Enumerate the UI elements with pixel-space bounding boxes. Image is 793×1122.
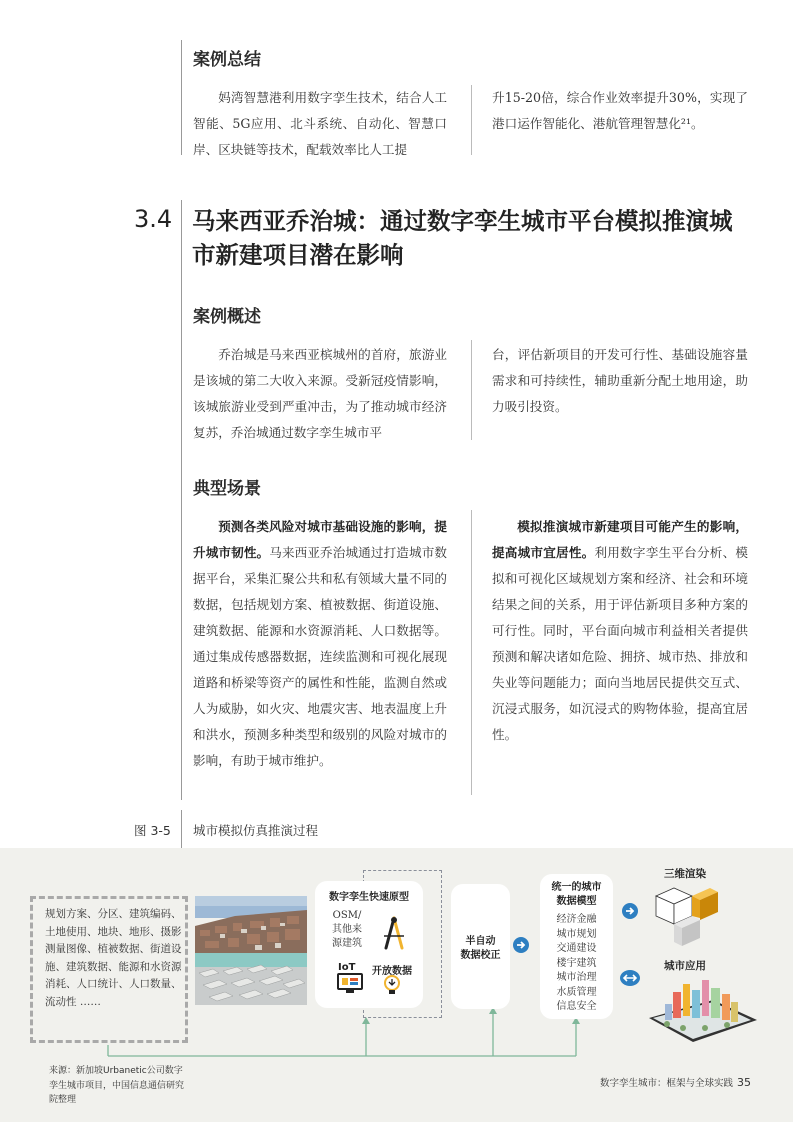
- scenarios-left-text: 马来西亚乔治城通过打造城市数据平台，采集汇聚公共和私有领域大量不同的数据，包括规划方案、植被数据、街道设施、建筑数据、能源和水资源消耗、人口数据等。通过集成传感器数据，连续监测和可视化展现道路和桥梁等资产的属性和性能，监测自然或人为威胁，如火灾、地震灾害、地表温度上升和洪水，预测多种类型和级别的风险对城市的影响，有助于城市维护。: [193, 545, 448, 768]
- render-label: 三维渲染: [664, 868, 706, 880]
- scenarios-right-text: 利用数字孪生平台分析、模拟和可视化区域规划方案和经济、社会和环境结果之间的关系，用于评估新项目多种方案的可行性。同时，平台面向城市利益相关者提供预测和解决诸如危险、拥挤、城市热、排放和失业等问题能力；面向当地居民提供交互式、沉浸式服务，如沉浸式的购物体验，提高宜居性。: [492, 545, 749, 742]
- prototype-open-data-label: 开放数据: [372, 966, 412, 977]
- scenarios-left-column: [193, 514, 447, 774]
- section-number: 3.4: [134, 205, 173, 233]
- prototype-title: 数字孪生快速原型: [329, 892, 409, 903]
- case-summary-heading: 案例总结: [193, 50, 261, 70]
- scenarios-right-column: [492, 514, 748, 748]
- column-divider: [471, 340, 472, 440]
- figure-label: 图 3-5: [134, 823, 171, 838]
- lightbulb-icon: [381, 974, 403, 998]
- column-divider: [471, 510, 472, 795]
- left-vertical-rule: [181, 40, 182, 155]
- computer-icon: [336, 972, 364, 996]
- overview-heading: 案例概述: [193, 307, 261, 327]
- figure-title: 城市模拟仿真推演过程: [193, 823, 319, 838]
- page-number: 35: [737, 1076, 752, 1089]
- overview-left-column: [193, 342, 447, 446]
- prototype-osm-label: OSM/ 其他来 源建筑: [332, 910, 362, 949]
- calibration-label: 半自动 数据校正: [460, 936, 501, 961]
- case-summary-right-column: [492, 85, 748, 137]
- scenarios-right-bold: 模拟推演城市新建项目可能产生的影响，提高城市宜居性。: [492, 519, 748, 560]
- overview-right-text: 台，评估新项目的开发可行性、基础设施容量需求和可持续性，辅助重新分配土地用途，助力吸引投资。: [492, 347, 748, 414]
- arrow-right-icon: [513, 937, 529, 953]
- prototype-iot-label: IoT: [338, 962, 356, 973]
- render-cubes-icon: [652, 880, 722, 950]
- column-divider: [471, 85, 472, 155]
- unified-model-title: 统一的城市 数据模型: [551, 882, 602, 907]
- case-summary-left-column: [193, 85, 447, 163]
- section-title: 马来西亚乔治城：通过数字孪生城市平台模拟推演城市新建项目潜在影响: [192, 207, 733, 269]
- case-summary-right-text: 升15-20倍，综合作业效率提升30%，实现了港口运作智能化、港航管理智慧化²¹。: [492, 90, 748, 131]
- bidirectional-arrow-icon: [620, 970, 640, 986]
- data-sources-text: 规划方案、分区、建筑编码、土地使用、地块、地形、摄影测量图像、植被数据、街道设施、建筑数据、能源和水资源消耗、人口统计、人口数量、流动性 ……: [45, 908, 182, 1008]
- city-3d-map: [195, 953, 307, 1005]
- figure-source-note: 来源：新加坡Urbanetic公司数字孪生城市项目，中国信息通信研究院整理: [49, 1066, 185, 1105]
- city-app-label: 城市应用: [664, 960, 706, 972]
- case-summary-left-text: 妈湾智慧港利用数字孪生技术，结合人工智能、5G应用、北斗系统、自动化、智慧口岸、区块链等技术，配载效率比人工提: [193, 90, 447, 157]
- left-vertical-rule: [181, 200, 182, 800]
- overview-right-column: [492, 342, 748, 420]
- left-vertical-rule: [181, 810, 182, 850]
- page-footer: [600, 1075, 751, 1089]
- overview-left-text: 乔治城是马来西亚槟城州的首府，旅游业是该城的第二大收入来源。受新冠疫情影响，该城旅游业受到严重冲击，为了推动城市经济复苏，乔治城通过数字孪生城市平: [193, 347, 447, 440]
- scenarios-left-bold: 预测各类风险对城市基础设施的影响，提升城市韧性。: [193, 519, 447, 560]
- city-application-tablet-icon: [643, 970, 761, 1045]
- scenarios-heading: 典型场景: [193, 479, 261, 499]
- footer-book-title: 数字孪生城市：框架与全球实践: [600, 1078, 734, 1089]
- unified-model-items: 经济金融 城市规划 交通建设 楼宇建筑 城市治理 水质管理 信息安全: [556, 914, 597, 1012]
- city-aerial-photo: [195, 896, 307, 953]
- drafting-compass-icon: [382, 916, 406, 952]
- arrow-right-icon: [622, 903, 638, 919]
